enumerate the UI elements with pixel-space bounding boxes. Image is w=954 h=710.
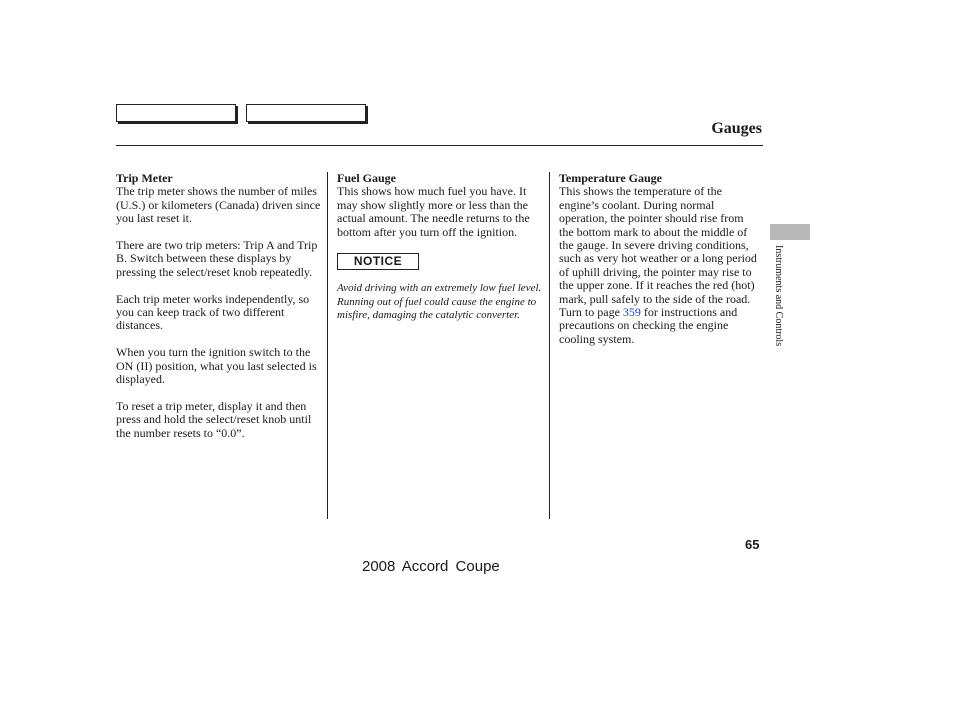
- temperature-gauge-paragraph: [559, 185, 759, 346]
- trip-meter-paragraph: Each trip meter works independently, so you can keep track of two different distances.: [116, 291, 310, 333]
- column-divider: [327, 172, 328, 519]
- column-divider: [549, 172, 550, 519]
- trip-meter-heading: Trip Meter: [116, 171, 173, 185]
- notice-text: Avoid driving with an extremely low fuel level. Running out of fuel could cause the engine to misfire, damaging the catalytic converter.: [337, 282, 542, 322]
- fuel-gauge-paragraph: This shows how much fuel you have. It may show slightly more or less than the actual amount. The needle returns to the bottom after you turn off the ignition.: [337, 184, 530, 239]
- temperature-gauge-heading: Temperature Gauge: [559, 171, 662, 185]
- footer-model-title: 2008 Accord Coupe: [362, 558, 500, 575]
- temperature-gauge-text: This shows the temperature of the engine’s coolant. During normal operation, the pointer should rise from the bottom mark to about the middle of the gauge. In severe driving conditions, such as very hot weather or a long period of uphill driving, the pointer may rise to the upper zone. If it reaches the red (hot) mark, pull safely to the side of the road. Turn to page: [559, 184, 757, 320]
- page-title: Gauges: [711, 120, 762, 137]
- fuel-gauge-heading: Fuel Gauge: [337, 171, 396, 185]
- trip-meter-column: [116, 172, 326, 453]
- section-tab[interactable]: [770, 224, 810, 240]
- notice-badge: NOTICE: [337, 253, 419, 270]
- fuel-gauge-column: [337, 172, 542, 336]
- trip-meter-paragraph: To reset a trip meter, display it and then press and hold the select/reset knob until the number resets to “0.0”.: [116, 398, 312, 440]
- trip-meter-paragraph: There are two trip meters: Trip A and Trip B. Switch between these displays by pressing the select/reset knob repeatedly.: [116, 238, 318, 279]
- trip-meter-paragraph: The trip meter shows the number of miles (U.S.) or kilometers (Canada) driven since you last reset it.: [116, 184, 321, 226]
- trip-meter-paragraph: When you turn the ignition switch to the ON (II) position, what you last selected is displayed.: [116, 345, 317, 387]
- temperature-gauge-column: [559, 172, 759, 360]
- section-tab-label: Instruments and Controls: [773, 245, 784, 347]
- nav-button-next[interactable]: [246, 104, 366, 122]
- temperature-gauge-text-end: for instructions and precautions on checking the engine cooling system.: [559, 305, 738, 346]
- header-divider: [116, 145, 763, 146]
- nav-button-previous[interactable]: [116, 104, 236, 122]
- page-number: 65: [745, 537, 760, 552]
- page-link[interactable]: 359: [622, 305, 641, 320]
